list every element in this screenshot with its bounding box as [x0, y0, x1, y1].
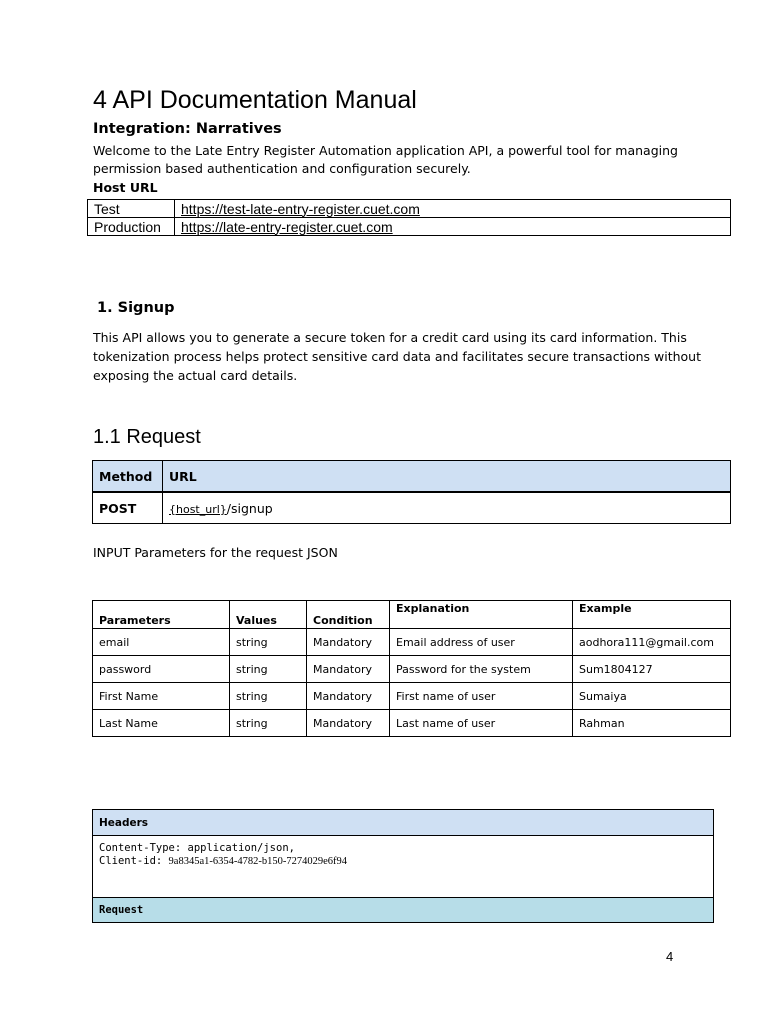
request-table: [92, 460, 731, 524]
param-col-parameters: Parameters: [93, 601, 230, 629]
host-row-test: [88, 200, 731, 218]
host-url-label: Host URL: [93, 180, 158, 195]
page-title: 4 API Documentation Manual: [93, 86, 417, 114]
param-example: Rahman: [573, 710, 731, 737]
signup-desc-line-3: exposing the actual card details.: [93, 368, 298, 383]
param-name: password: [93, 656, 230, 683]
request-url-placeholder: {host_url}: [169, 502, 227, 516]
table-row: [93, 683, 731, 710]
param-value: string: [230, 710, 307, 737]
input-params-label: INPUT Parameters for the request JSON: [93, 545, 338, 560]
client-id-key: Client-id:: [99, 855, 163, 867]
page-number: 4: [666, 949, 674, 964]
request-table-header: [93, 461, 731, 493]
host-link-production[interactable]: https://late-entry-register.cuet.com: [181, 218, 393, 235]
table-row: [93, 710, 731, 737]
header-content-type: Content-Type: application/json,: [99, 842, 295, 854]
host-env-production: Production: [88, 218, 175, 236]
request-table-row: [93, 492, 731, 524]
host-row-production: [88, 218, 731, 236]
header-client-id: [99, 855, 707, 868]
host-url-table: [87, 199, 731, 236]
headers-title: Headers: [93, 810, 714, 836]
table-row: [93, 629, 731, 656]
request-url-path: /signup: [226, 500, 273, 516]
integration-heading: Integration: Narratives: [93, 121, 282, 137]
param-col-explanation: Explanation: [390, 601, 573, 629]
request-bar: Request: [93, 898, 714, 923]
param-condition: Mandatory: [307, 710, 390, 737]
parameters-table: [92, 600, 731, 737]
param-explanation: Password for the system: [390, 656, 573, 683]
headers-body: [93, 836, 714, 898]
host-link-test[interactable]: https://test-late-entry-register.cuet.com: [181, 200, 420, 217]
param-condition: Mandatory: [307, 656, 390, 683]
signup-desc-line-2: tokenization process helps protect sensitive card data and facilitates secure transactions without: [93, 349, 701, 364]
param-condition: Mandatory: [307, 683, 390, 710]
param-value: string: [230, 683, 307, 710]
client-id-value: 9a8345a1-6354-4782-b150-7274029e6f94: [168, 856, 348, 867]
intro-line-2: permission based authentication and configuration securely.: [93, 161, 471, 176]
param-explanation: First name of user: [390, 683, 573, 710]
headers-block: [92, 809, 714, 923]
request-heading: 1.1 Request: [93, 426, 201, 448]
param-condition: Mandatory: [307, 629, 390, 656]
param-example: Sum1804127: [573, 656, 731, 683]
param-col-condition: Condition: [307, 601, 390, 629]
param-value: string: [230, 656, 307, 683]
param-name: Last Name: [93, 710, 230, 737]
param-col-example: Example: [573, 601, 731, 629]
param-name: First Name: [93, 683, 230, 710]
table-row: [93, 656, 731, 683]
param-name: email: [93, 629, 230, 656]
request-col-method: Method: [93, 461, 163, 493]
param-example: Sumaiya: [573, 683, 731, 710]
host-env-test: Test: [88, 200, 175, 218]
parameters-table-header: [93, 601, 731, 629]
request-col-url: URL: [163, 461, 731, 493]
param-col-values: Values: [230, 601, 307, 629]
param-value: string: [230, 629, 307, 656]
request-method: POST: [93, 492, 163, 524]
param-example: aodhora111@gmail.com: [573, 629, 731, 656]
param-explanation: Email address of user: [390, 629, 573, 656]
signup-desc-line-1: This API allows you to generate a secure token for a credit card using its card information. This: [93, 330, 687, 345]
param-explanation: Last name of user: [390, 710, 573, 737]
section-title-signup: 1. Signup: [97, 300, 175, 316]
intro-line-1: Welcome to the Late Entry Register Automation application API, a powerful tool for managing: [93, 143, 678, 158]
